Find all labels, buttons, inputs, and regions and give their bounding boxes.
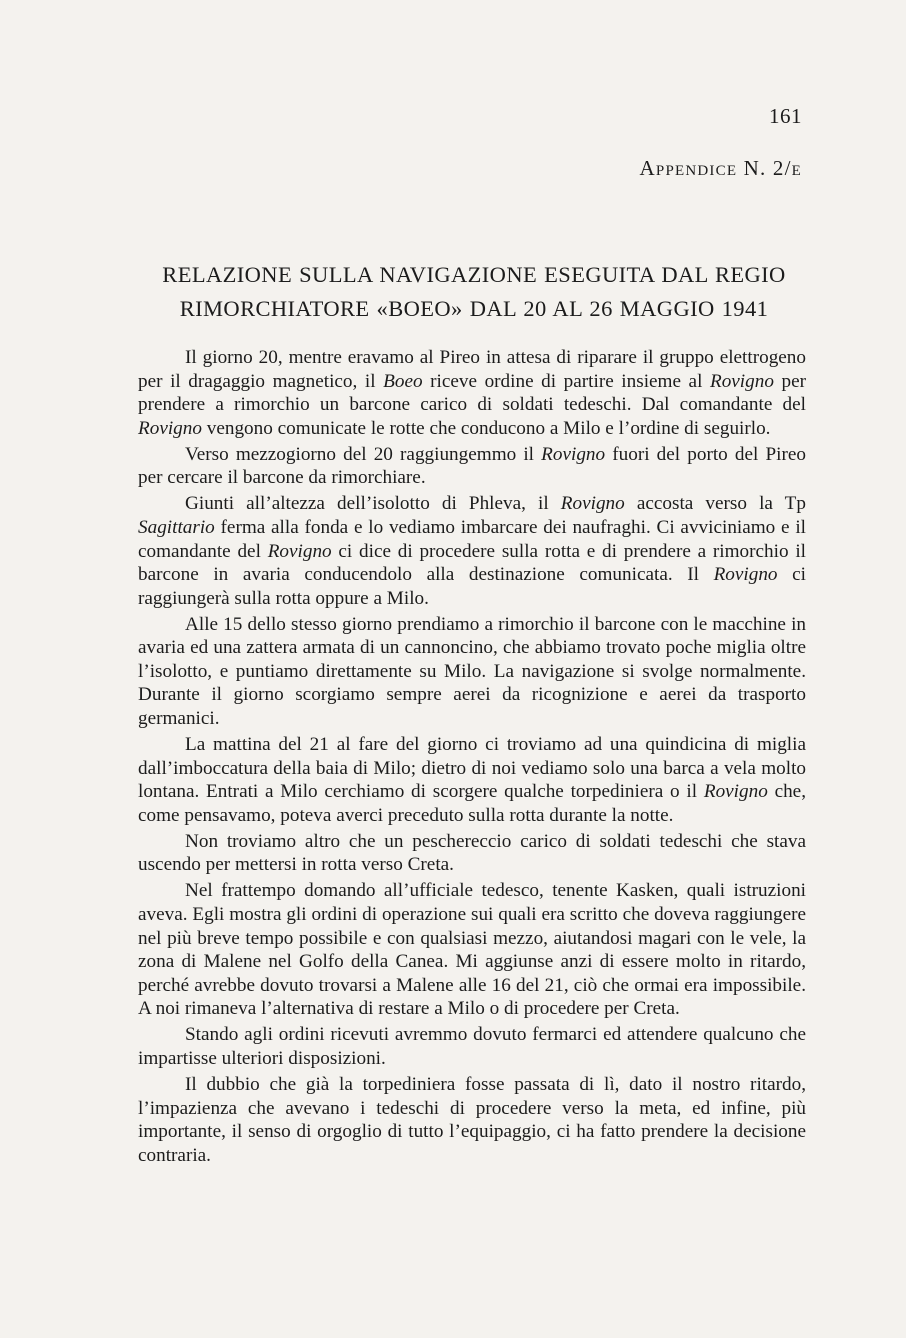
paragraph-text: Nel frattempo domando all’ufficiale tedesco, tenente Kasken, quali istruzioni aveva. Egli mostra gli ordini di operazione sui quali era scritto che doveva raggiungere nel più breve tempo possibile e con qualsiasi mezzo, aiutandosi magari con le vele, la zona di Malene nel Golfo della Canea. Mi aggiunse anzi di essere molto in ritardo, perché avrebbe dovuto trovarsi a Malene alle 16 del 21, ciò che ormai era impossibile. A noi rimaneva l’alternativa di restare a Milo o di procedere per Creta. — [138, 880, 806, 1020]
paragraph-text: Giunti all’altezza dell’isolotto di Phleva, il — [185, 493, 561, 515]
ship-name: Boeo — [383, 370, 423, 392]
paragraph-text: vengono comunicate le rotte che conducono a Milo e l’ordine di seguirlo. — [201, 417, 771, 439]
paragraph-text: riceve ordine di partire insieme al — [422, 370, 710, 392]
ship-name: Rovigno — [541, 443, 606, 465]
paragraph — [138, 1023, 806, 1070]
paragraph-text: Non troviamo altro che un peschereccio carico di soldati tedeschi che stava uscendo per mettersi in rotta verso Creta. — [138, 830, 806, 876]
paragraph-text: per prendere a rimorchio un barcone carico di soldati tedeschi. Dal comandante del — [138, 370, 806, 416]
paragraph-text: Il dubbio che già la torpediniera fosse passata di lì, dato il nostro ritardo, l’impazienza che avevano i tedeschi di procedere verso la meta, ed infine, più importante, il senso di orgoglio di tutto l’equipaggio, ci ha fatto prendere la decisione contraria. — [138, 1073, 806, 1166]
appendix-label: Appendice N. 2/e — [639, 156, 802, 180]
title-line-2: RIMORCHIATORE «BOEO» DAL 20 AL 26 MAGGIO 1941 — [179, 296, 769, 321]
paragraph-text: ci raggiungerà sulla rotta oppure a Milo. — [138, 564, 806, 609]
ship-name: Rovigno — [138, 417, 202, 439]
paragraph-text: Verso mezzogiorno del 20 raggiungemmo il — [185, 443, 542, 465]
paragraph-text: La mattina del 21 al fare del giorno ci troviamo ad una quindicina di miglia dall’imboccatura della baia di Milo; dietro di noi vediamo solo una barca a vela molto lontana. Entrati a Milo cerchiamo di scorgere qualche torpediniera o il — [138, 734, 806, 803]
ship-name: Rovigno — [267, 540, 332, 562]
paragraph-text: Il giorno 20, mentre eravamo al Pireo in attesa di riparare il gruppo elettrogeno per il dragaggio magnetico, il — [138, 347, 806, 392]
paragraph — [138, 830, 806, 877]
paragraph-text: accosta verso la Tp — [624, 493, 806, 515]
ship-name: Rovigno — [713, 564, 778, 586]
paragraph-text: ferma alla fonda e lo vediamo imbarcare dei naufraghi. Ci avviciniamo e il comandante del — [138, 516, 806, 562]
paragraph — [138, 879, 806, 1021]
title-line-1: RELAZIONE SULLA NAVIGAZIONE ESEGUITA DAL REGIO — [162, 262, 786, 287]
page-number: 161 — [769, 104, 802, 128]
ship-name: Rovigno — [709, 370, 774, 392]
paragraph-text: ci dice di procedere sulla rotta e di prendere a rimorchio il barcone in avaria conducendolo alla destinazione comunicata. Il — [138, 540, 807, 586]
paragraph — [138, 346, 806, 440]
ship-name: Sagittario — [138, 516, 215, 538]
document-title — [138, 258, 810, 326]
paragraph — [138, 733, 806, 827]
paragraph-text: Alle 15 dello stesso giorno prendiamo a rimorchio il barcone con le macchine in avaria ed una zattera armata di un cannoncino, che abbiamo trovato poche miglia oltre l’isolotto, e puntiamo direttamente su Milo. La navigazione si svolge normalmente. Durante il giorno scorgiamo sempre aerei da ricognizione e aerei da trasporto germanici. — [138, 613, 806, 730]
paragraph — [138, 492, 806, 610]
paragraph-text: Stando agli ordini ricevuti avremmo dovuto fermarci ed attendere qualcuno che impartisse ulteriori disposizioni. — [138, 1024, 806, 1069]
ship-name: Rovigno — [703, 781, 768, 803]
body-text — [138, 346, 806, 1170]
paragraph-text: che, come pensavamo, poteva averci preceduto sulla rotta durante la notte. — [138, 781, 806, 826]
paragraph — [138, 443, 806, 490]
paragraph — [138, 613, 806, 731]
ship-name: Rovigno — [560, 493, 625, 515]
paragraph — [138, 1073, 806, 1167]
paragraph-text: fuori del porto del Pireo per cercare il barcone da rimorchiare. — [138, 443, 806, 489]
